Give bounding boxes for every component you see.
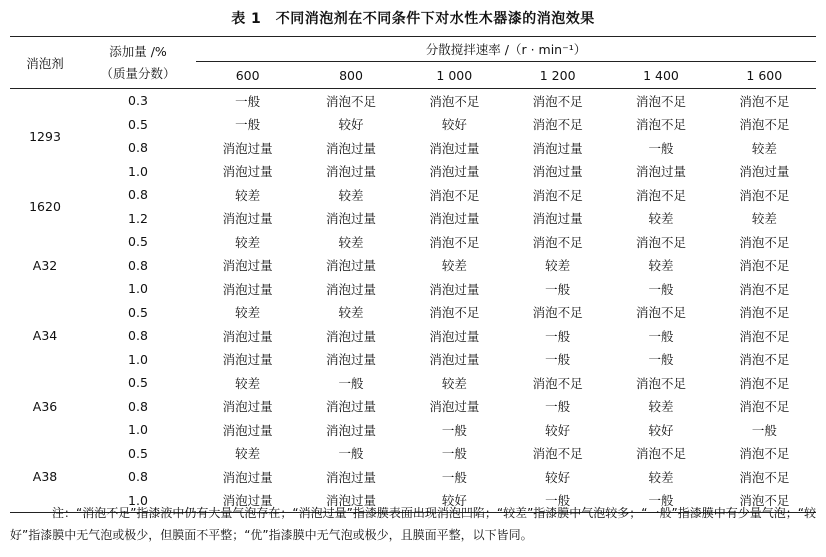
table-row [10, 113, 816, 137]
result-cell: 消泡不足 [532, 375, 583, 391]
result-cell: 一般 [235, 117, 261, 133]
dose-cell: 1.0 [128, 163, 148, 179]
result-cell: 消泡不足 [739, 446, 790, 462]
result-cell: 消泡不足 [532, 305, 583, 321]
agent-cell: A32 [32, 257, 58, 273]
table-row [10, 160, 816, 184]
result-cell: 一般 [545, 493, 571, 509]
result-cell: 一般 [441, 446, 467, 462]
result-cell: 消泡过量 [325, 258, 376, 274]
result-cell: 消泡不足 [739, 117, 790, 133]
result-cell: 消泡不足 [739, 352, 790, 368]
table-row [10, 89, 816, 113]
header-agent: 消泡剂 [10, 37, 80, 89]
result-cell: 消泡不足 [429, 234, 480, 250]
table-row [10, 301, 816, 325]
dose-cell: 1.0 [128, 422, 148, 438]
table-row [10, 183, 816, 207]
result-cell: 一般 [235, 93, 261, 109]
result-cell: 消泡过量 [222, 258, 273, 274]
result-cell: 一般 [338, 375, 364, 391]
result-cell: 消泡过量 [429, 328, 480, 344]
result-cell: 消泡不足 [739, 187, 790, 203]
result-cell: 消泡过量 [222, 281, 273, 297]
result-cell: 较差 [235, 446, 261, 462]
table-row [10, 371, 816, 395]
result-cell: 消泡过量 [222, 164, 273, 180]
header-speed-0: 600 [235, 67, 260, 83]
result-cell: 较差 [648, 211, 674, 227]
result-cell: 较差 [751, 140, 777, 156]
agent-cell: A36 [32, 398, 58, 414]
header-dose [80, 37, 196, 89]
table-row [10, 230, 816, 254]
result-cell: 消泡过量 [222, 493, 273, 509]
result-cell: 消泡过量 [532, 164, 583, 180]
result-cell: 较差 [235, 234, 261, 250]
result-cell: 消泡不足 [532, 446, 583, 462]
table-row [10, 324, 816, 348]
dose-cell: 0.8 [128, 140, 148, 156]
result-cell: 消泡过量 [325, 140, 376, 156]
result-cell: 消泡不足 [739, 305, 790, 321]
table-row [10, 207, 816, 231]
result-cell: 消泡不足 [635, 375, 686, 391]
result-cell: 消泡不足 [429, 305, 480, 321]
agent-cell: A34 [32, 328, 58, 344]
dose-cell: 1.0 [128, 281, 148, 297]
result-cell: 消泡不足 [635, 187, 686, 203]
result-cell: 一般 [545, 281, 571, 297]
result-cell: 较好 [545, 422, 571, 438]
dose-cell: 1.0 [128, 351, 148, 367]
dose-cell: 0.5 [128, 375, 148, 391]
result-cell: 一般 [648, 352, 674, 368]
result-cell: 消泡过量 [429, 164, 480, 180]
result-cell: 消泡不足 [739, 493, 790, 509]
result-cell: 消泡不足 [532, 187, 583, 203]
result-cell: 较好 [441, 493, 467, 509]
result-cell: 较差 [338, 234, 364, 250]
result-cell: 消泡过量 [532, 211, 583, 227]
result-cell: 消泡过量 [429, 399, 480, 415]
result-cell: 消泡不足 [739, 281, 790, 297]
result-cell: 消泡过量 [325, 281, 376, 297]
result-cell: 消泡过量 [429, 211, 480, 227]
dose-cell: 0.5 [128, 445, 148, 461]
result-cell: 较差 [648, 469, 674, 485]
result-cell: 消泡不足 [635, 234, 686, 250]
dose-cell: 0.8 [128, 398, 148, 414]
result-cell: 消泡过量 [222, 328, 273, 344]
result-cell: 消泡过量 [222, 469, 273, 485]
result-cell: 一般 [648, 140, 674, 156]
table-row [10, 277, 816, 301]
result-cell: 一般 [338, 446, 364, 462]
result-cell: 较差 [235, 187, 261, 203]
header-dose-line1: 添加量 /% [109, 43, 167, 59]
result-cell: 消泡不足 [532, 93, 583, 109]
table-row [10, 465, 816, 489]
dose-cell: 0.5 [128, 304, 148, 320]
result-cell: 消泡过量 [429, 352, 480, 368]
result-cell: 消泡过量 [222, 422, 273, 438]
result-cell: 消泡过量 [222, 211, 273, 227]
result-cell: 较好 [441, 117, 467, 133]
result-cell: 消泡过量 [222, 399, 273, 415]
result-cell: 消泡过量 [222, 352, 273, 368]
result-cell: 消泡不足 [739, 93, 790, 109]
dose-cell: 0.8 [128, 328, 148, 344]
result-cell: 较差 [441, 375, 467, 391]
result-cell: 消泡过量 [222, 140, 273, 156]
dose-cell: 1.2 [128, 210, 148, 226]
table-title: 表 1 不同消泡剂在不同条件下对水性木器漆的消泡效果 [231, 11, 595, 27]
result-cell: 一般 [545, 399, 571, 415]
result-cell: 消泡过量 [325, 352, 376, 368]
table-row [10, 348, 816, 372]
result-cell: 消泡不足 [739, 375, 790, 391]
header-speed-3: 1 200 [539, 67, 576, 83]
result-cell: 消泡不足 [429, 187, 480, 203]
result-cell: 消泡过量 [429, 281, 480, 297]
result-cell: 较差 [441, 258, 467, 274]
result-cell: 消泡过量 [325, 328, 376, 344]
dose-cell: 1.0 [128, 492, 148, 508]
result-cell: 消泡不足 [635, 93, 686, 109]
table-row [10, 136, 816, 160]
defoamer-table [10, 36, 816, 513]
header-speed-2: 1 000 [436, 67, 473, 83]
result-cell: 较差 [648, 399, 674, 415]
result-cell: 消泡不足 [739, 399, 790, 415]
result-cell: 消泡不足 [635, 446, 686, 462]
result-cell: 消泡过量 [325, 211, 376, 227]
result-cell: 消泡不足 [739, 234, 790, 250]
result-cell: 较好 [648, 422, 674, 438]
result-cell: 消泡过量 [532, 140, 583, 156]
agent-cell: 1620 [29, 199, 61, 214]
dose-cell: 0.5 [128, 234, 148, 250]
header-speed-1: 800 [339, 67, 363, 83]
result-cell: 消泡过量 [429, 140, 480, 156]
dose-cell: 0.8 [128, 187, 148, 203]
dose-cell: 0.5 [128, 116, 148, 132]
result-cell: 较差 [235, 305, 261, 321]
dose-cell: 0.8 [128, 469, 148, 485]
result-cell: 消泡过量 [325, 399, 376, 415]
result-cell: 消泡过量 [325, 469, 376, 485]
result-cell: 较好 [338, 117, 364, 133]
result-cell: 消泡不足 [739, 469, 790, 485]
result-cell: 消泡不足 [635, 117, 686, 133]
result-cell: 一般 [648, 281, 674, 297]
result-cell: 消泡不足 [532, 234, 583, 250]
result-cell: 较差 [648, 258, 674, 274]
table-note: 注：“消泡不足”指漆液中仍有大量气泡存在；“消泡过量”指漆膜表面出现消泡凹陷；“较差”指漆膜中气泡较多；“一般”指漆膜中有少量气泡；“较好”指漆膜中无气泡或极少，但膜面不平整；“优”指漆膜中无气泡或极少，且膜面平整，以下皆同。 [10, 506, 816, 542]
result-cell: 消泡过量 [635, 164, 686, 180]
result-cell: 消泡不足 [532, 117, 583, 133]
agent-cell: A38 [32, 469, 58, 485]
result-cell: 较差 [338, 305, 364, 321]
result-cell: 一般 [751, 422, 777, 438]
result-cell: 消泡过量 [325, 422, 376, 438]
dose-cell: 0.8 [128, 257, 148, 273]
agent-cell: 1293 [29, 128, 61, 144]
result-cell: 一般 [648, 493, 674, 509]
header-speed-5: 1 600 [746, 67, 783, 83]
table-row [10, 418, 816, 442]
result-cell: 消泡过量 [325, 164, 376, 180]
result-cell: 消泡不足 [635, 305, 686, 321]
result-cell: 一般 [545, 352, 571, 368]
result-cell: 一般 [441, 422, 467, 438]
header-dose-line2: （质量分数） [100, 65, 176, 81]
header-speed-4: 1 400 [643, 67, 679, 83]
table-row [10, 254, 816, 278]
result-cell: 消泡过量 [325, 493, 376, 509]
result-cell: 消泡不足 [739, 258, 790, 274]
table-row [10, 442, 816, 466]
result-cell: 较差 [545, 258, 571, 274]
dose-cell: 0.3 [128, 93, 148, 109]
header-speed: 分散搅拌速率 /（r · min⁻¹） [196, 37, 816, 62]
result-cell: 消泡不足 [739, 328, 790, 344]
result-cell: 消泡不足 [325, 93, 376, 109]
result-cell: 较差 [751, 211, 777, 227]
result-cell: 较差 [235, 375, 261, 391]
result-cell: 一般 [648, 328, 674, 344]
table-row [10, 395, 816, 419]
result-cell: 消泡不足 [429, 93, 480, 109]
result-cell: 一般 [545, 328, 571, 344]
result-cell: 较好 [545, 469, 571, 485]
result-cell: 一般 [441, 469, 467, 485]
result-cell: 较差 [338, 187, 364, 203]
result-cell: 消泡过量 [739, 164, 790, 180]
